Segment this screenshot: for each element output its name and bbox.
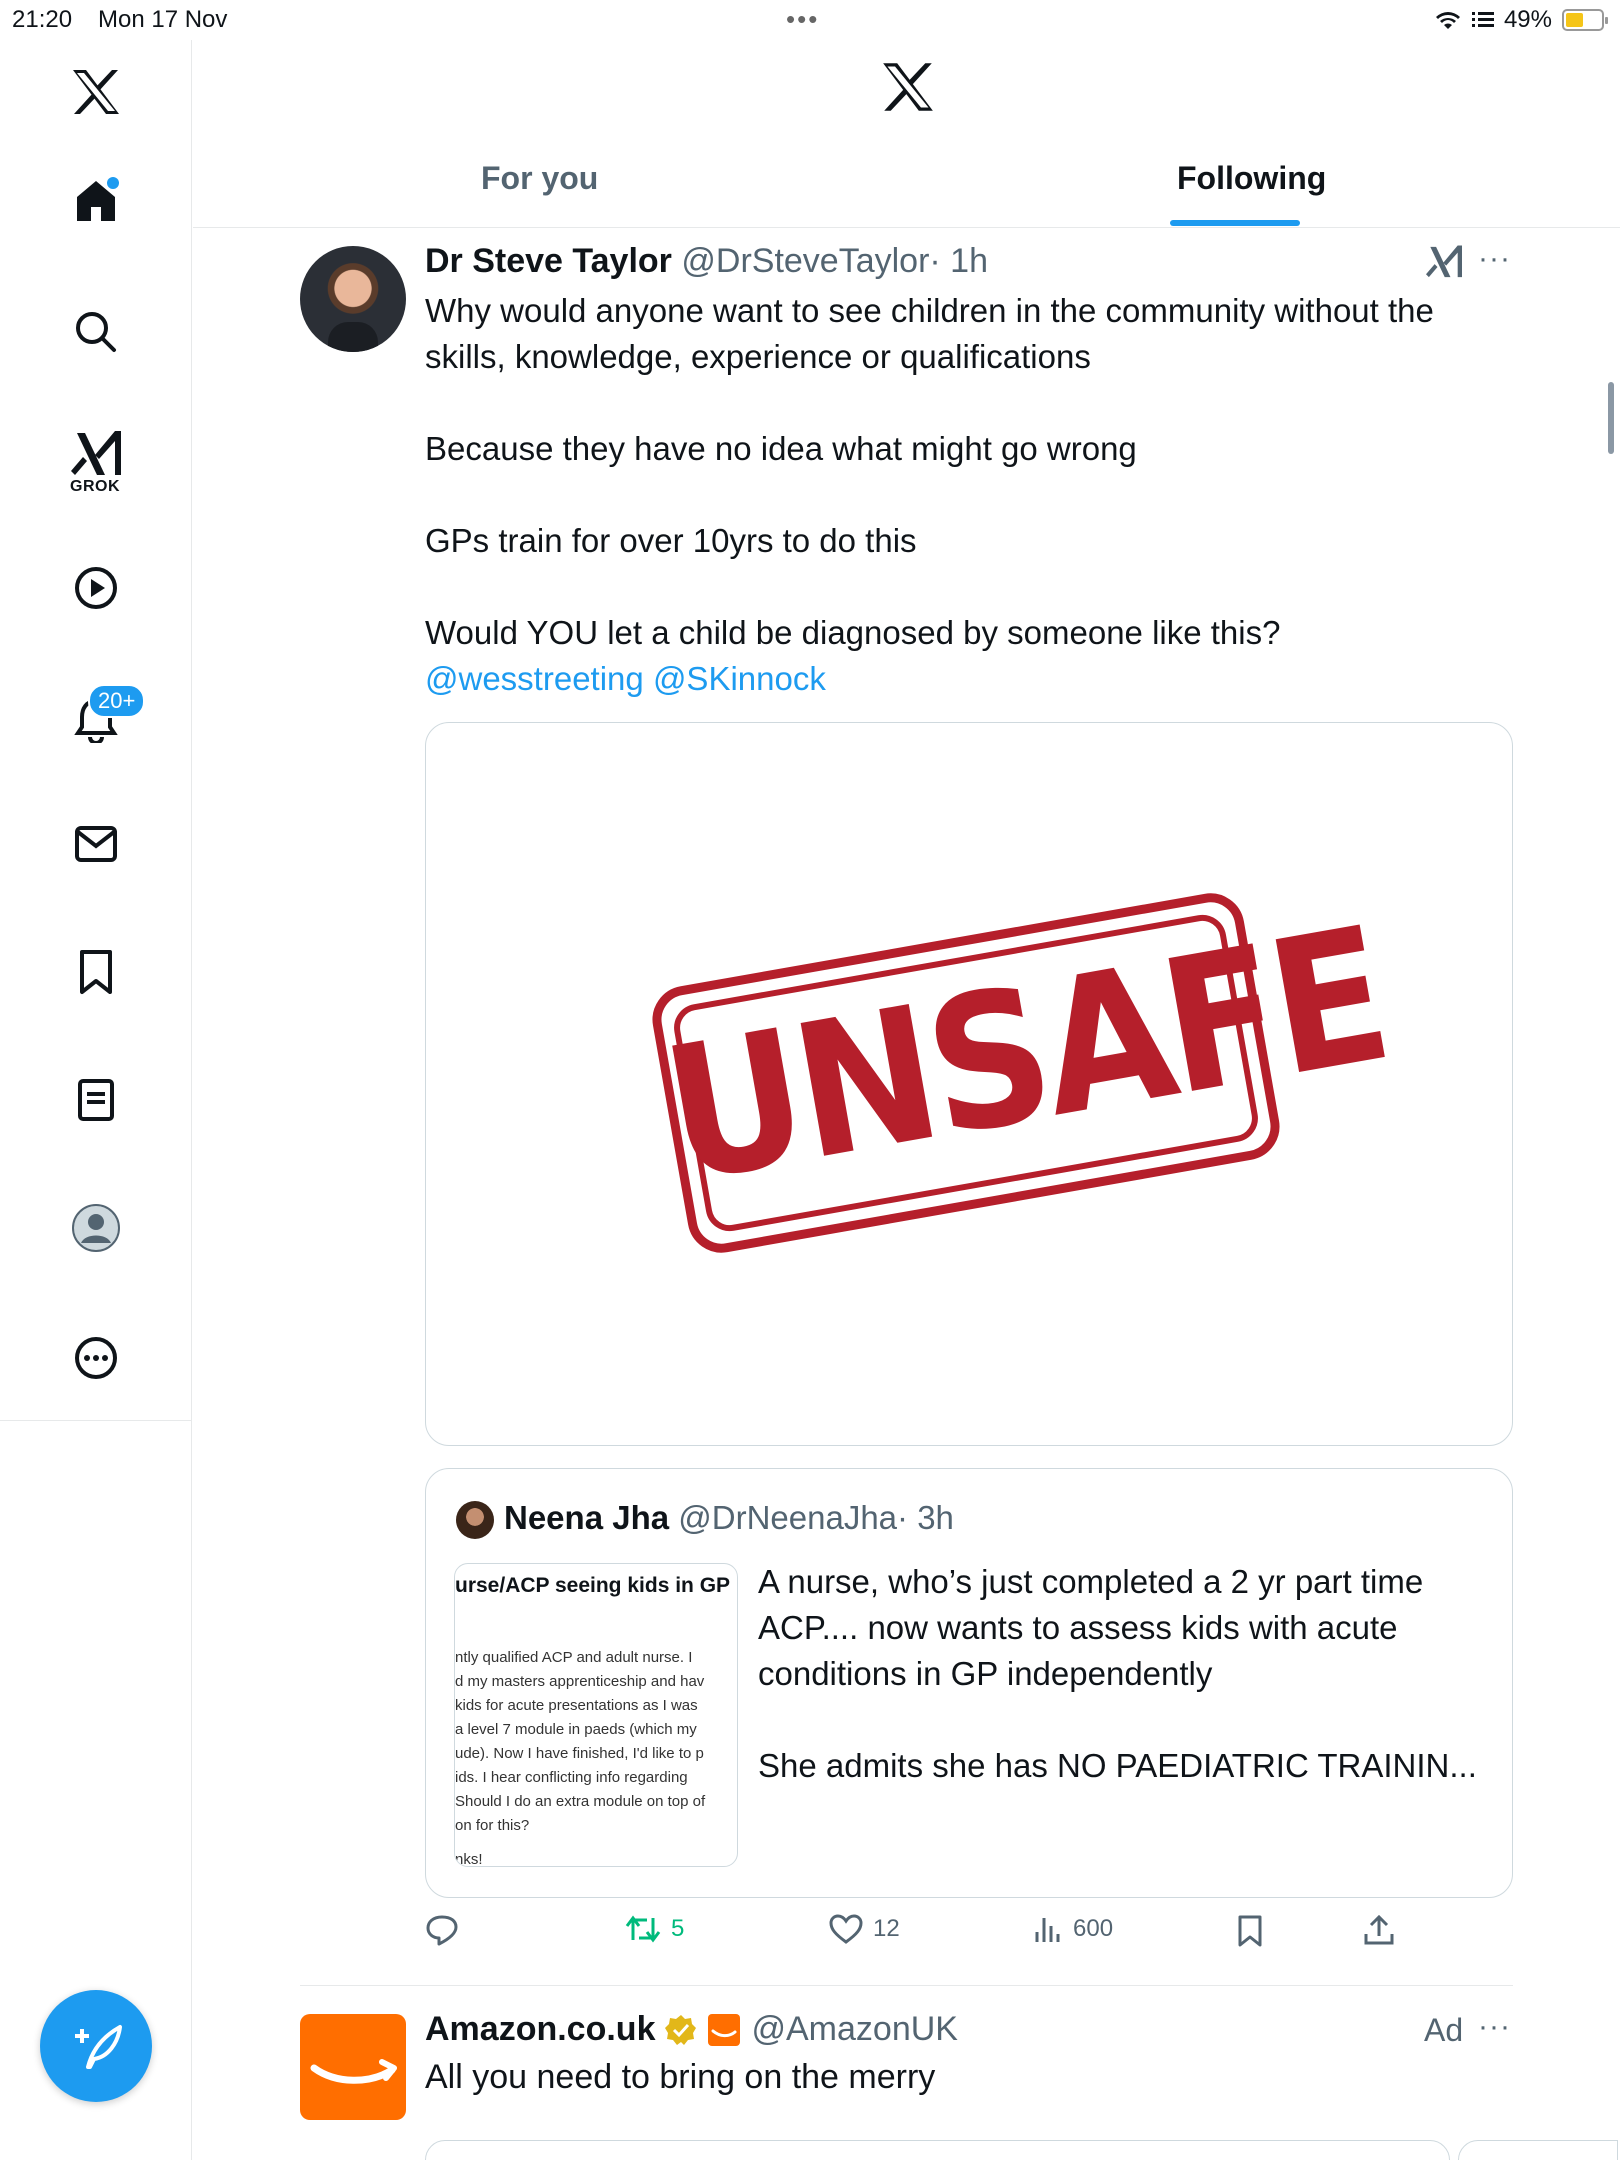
battery-icon bbox=[1562, 9, 1604, 31]
tab-following[interactable]: Following bbox=[1177, 160, 1327, 196]
tweet-line: Would YOU let a child be diagnosed by someone like this? bbox=[425, 614, 1281, 651]
like-button[interactable] bbox=[829, 1914, 900, 1944]
tweet-divider bbox=[300, 1985, 1513, 1986]
ad-author-name[interactable]: Amazon.co.uk bbox=[425, 2010, 656, 2048]
status-bar bbox=[0, 0, 1620, 40]
bookmarks-icon[interactable] bbox=[66, 942, 126, 1002]
thumbnail-line: kids for acute presentations as I was bbox=[455, 1697, 698, 1714]
home-icon[interactable] bbox=[66, 170, 126, 230]
ad-author-handle[interactable]: @AmazonUK bbox=[751, 2010, 958, 2048]
status-date: Mon 17 Nov bbox=[98, 6, 228, 33]
avatar[interactable] bbox=[456, 1501, 494, 1539]
status-time: 21:20 bbox=[12, 6, 73, 33]
mention-link[interactable]: @wesstreeting bbox=[425, 660, 644, 697]
thumbnail-line: d my masters apprenticeship and hav bbox=[455, 1673, 705, 1690]
thumbnail-line: ids. I hear conflicting info regarding bbox=[455, 1769, 688, 1786]
reply-icon bbox=[425, 1914, 459, 1946]
quoted-text bbox=[758, 1559, 1498, 1789]
sidebar-separator bbox=[0, 1420, 192, 1421]
mentions-line bbox=[425, 656, 1505, 702]
tweet-line: GPs train for over 10yrs to do this bbox=[425, 522, 917, 559]
more-options-icon[interactable]: ··· bbox=[1478, 242, 1511, 275]
unsafe-stamp bbox=[647, 886, 1399, 1258]
search-icon[interactable] bbox=[66, 302, 126, 362]
quoted-header bbox=[504, 1499, 954, 1537]
grok-explain-icon[interactable] bbox=[1426, 244, 1462, 285]
verified-gold-icon bbox=[665, 2014, 697, 2046]
thumbnail-line: a level 7 module in paeds (which my bbox=[455, 1721, 697, 1738]
thumbnail-line: ude). Now I have finished, I'd like to p bbox=[455, 1745, 704, 1762]
thumbnail-line: nks! bbox=[455, 1851, 483, 1867]
messages-icon[interactable] bbox=[66, 814, 126, 874]
tab-for-you[interactable]: For you bbox=[481, 160, 599, 196]
retweet-icon bbox=[625, 1914, 661, 1944]
tweet-line: Why would anyone want to see children in the community without the skills, knowledge, experience or qualifications bbox=[425, 292, 1434, 375]
sidebar bbox=[0, 40, 192, 2160]
amazon-logo-avatar[interactable] bbox=[300, 2014, 406, 2120]
grok-icon[interactable] bbox=[66, 424, 126, 484]
views-icon bbox=[1033, 1914, 1063, 1944]
tweet-actions bbox=[425, 1910, 1513, 1960]
grok-label: GROK bbox=[70, 478, 120, 495]
wifi-icon bbox=[1434, 9, 1462, 31]
compose-icon bbox=[68, 2021, 124, 2071]
views-count: 600 bbox=[1073, 1915, 1114, 1942]
quoted-author-handle[interactable]: @DrNeenaJha bbox=[678, 1499, 898, 1536]
thumbnail-line: ntly qualified ACP and adult nurse. I bbox=[455, 1649, 693, 1666]
like-count: 12 bbox=[873, 1915, 900, 1942]
thumbnail-line bbox=[455, 1838, 738, 1848]
tweet-time[interactable]: · 1h bbox=[929, 242, 988, 280]
quoted-tweet[interactable] bbox=[425, 1468, 1513, 1898]
ad-header bbox=[425, 2010, 958, 2049]
tweet-header bbox=[425, 242, 988, 281]
views-button[interactable] bbox=[1033, 1914, 1113, 1944]
lists-icon[interactable] bbox=[66, 1070, 126, 1130]
scrollbar[interactable] bbox=[1608, 382, 1614, 454]
battery-percent: 49% bbox=[1503, 6, 1552, 33]
video-icon[interactable] bbox=[66, 558, 126, 618]
quoted-line: She admits she has NO PAEDIATRIC TRAININ... bbox=[758, 1747, 1477, 1784]
thumbnail-body bbox=[455, 1646, 738, 1867]
author-name[interactable]: Dr Steve Taylor bbox=[425, 242, 672, 280]
heart-icon bbox=[829, 1914, 863, 1944]
ad-card-next[interactable] bbox=[1458, 2140, 1618, 2160]
amazon-affiliate-icon bbox=[707, 2013, 741, 2047]
quoted-thumbnail[interactable] bbox=[454, 1563, 738, 1867]
more-options-icon[interactable]: ··· bbox=[1478, 2010, 1511, 2043]
author-handle[interactable]: @DrSteveTaylor bbox=[681, 242, 930, 280]
ad-text: All you need to bring on the merry bbox=[425, 2058, 936, 2096]
tweet-media-image[interactable] bbox=[425, 722, 1513, 1446]
quoted-line: A nurse, who’s just completed a 2 yr part time ACP.... now wants to assess kids with acute conditions in GP independently bbox=[758, 1563, 1424, 1692]
x-header-logo-icon[interactable] bbox=[881, 62, 935, 117]
share-button[interactable] bbox=[1363, 1914, 1395, 1946]
timeline-header bbox=[193, 40, 1620, 228]
retweet-button[interactable] bbox=[625, 1914, 684, 1944]
avatar[interactable] bbox=[300, 246, 406, 352]
ad-label: Ad bbox=[1424, 2012, 1464, 2048]
retweet-count: 5 bbox=[671, 1915, 685, 1942]
tweet-text bbox=[425, 288, 1505, 702]
more-icon[interactable] bbox=[66, 1328, 126, 1388]
thumbnail-line: on for this? bbox=[455, 1817, 530, 1834]
ad-card[interactable] bbox=[425, 2140, 1450, 2160]
tweet-line: Because they have no idea what might go wrong bbox=[425, 430, 1137, 467]
x-logo-icon[interactable] bbox=[66, 62, 126, 122]
mention-link[interactable]: @SKinnock bbox=[652, 660, 826, 697]
stamp-text: UNSAFE bbox=[650, 886, 1399, 1225]
reply-button[interactable] bbox=[425, 1914, 459, 1946]
status-right bbox=[1434, 6, 1604, 34]
compose-button[interactable] bbox=[40, 1990, 152, 2102]
quoted-author-name[interactable]: Neena Jha bbox=[504, 1499, 670, 1536]
thumbnail-title: urse/ACP seeing kids in GP bbox=[455, 1574, 731, 1597]
thumbnail-line: Should I do an extra module on top of bbox=[455, 1793, 706, 1810]
share-icon bbox=[1363, 1914, 1395, 1946]
bookmark-button[interactable] bbox=[1237, 1914, 1263, 1948]
active-tab-indicator bbox=[1170, 220, 1300, 226]
profile-icon[interactable] bbox=[66, 1198, 126, 1258]
list-status-icon bbox=[1472, 11, 1494, 29]
bookmark-icon bbox=[1237, 1914, 1263, 1948]
multitask-dots-icon[interactable]: ••• bbox=[786, 4, 820, 34]
quoted-time: · 3h bbox=[897, 1499, 954, 1536]
notifications-badge: 20+ bbox=[88, 684, 145, 718]
